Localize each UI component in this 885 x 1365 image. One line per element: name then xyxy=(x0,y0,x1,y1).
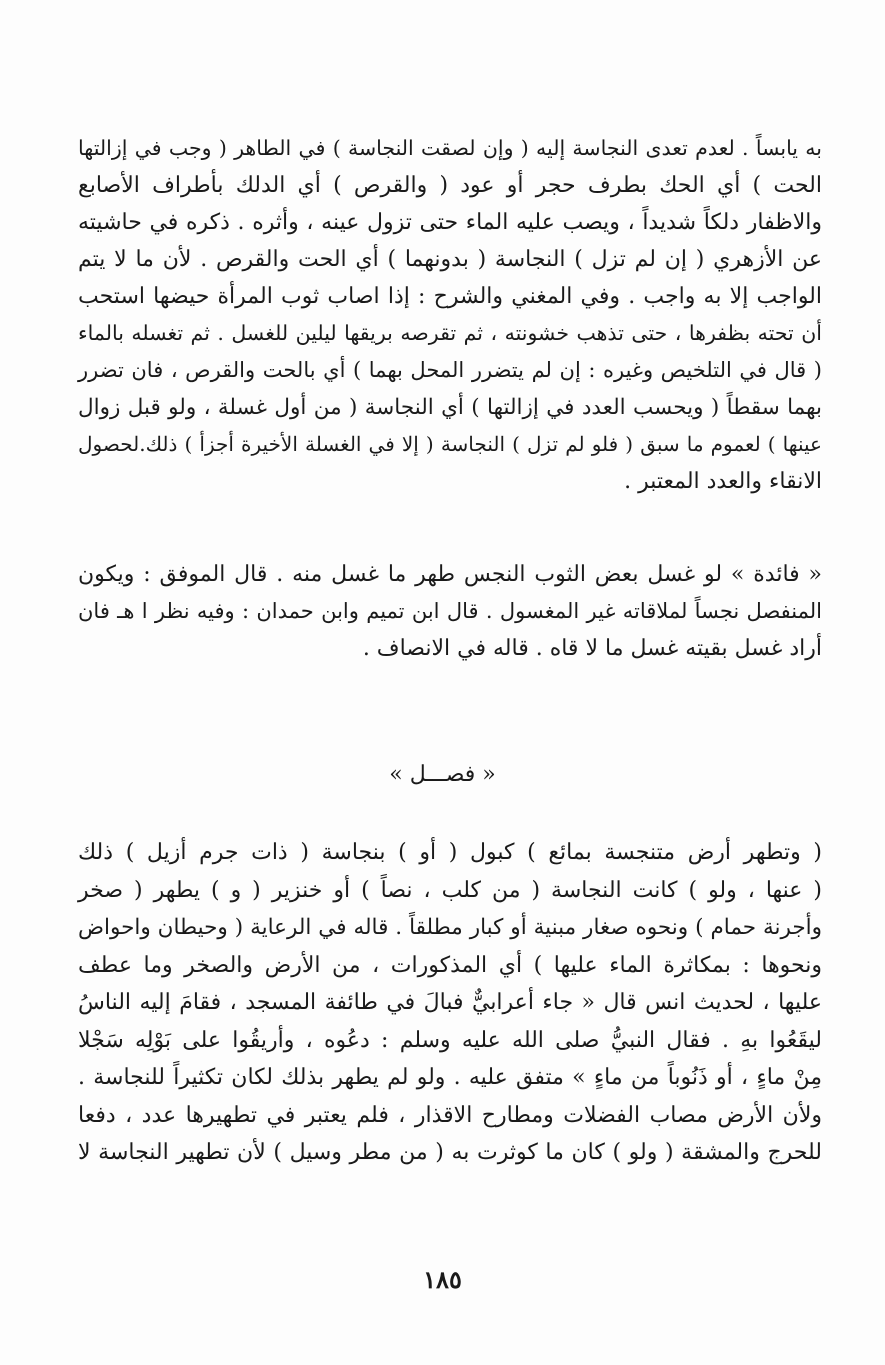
text-line: عن الأزهري ( إن لم تزل ) النجاسة ( بدونهما ) أي الحت والقرص . لأن ما لا يتم xyxy=(78,247,822,272)
text-line: أن تحته بظفرها ، حتى تذهب خشونته ، ثم تقرصه بريقها ليلين للغسل . ثم تغسله بالماء xyxy=(78,321,822,345)
text-line: عليها ، لحديث انس قال « جاء أعرابيٌّ فبالَ في طائفة المسجد ، فقامَ إليه الناسُ xyxy=(78,990,822,1015)
text-line: ونحوها : بمكاثرة الماء عليها ) أي المذكورات ، من الأرض والصخر وما عطف xyxy=(78,952,822,978)
text-line: ولأن الأرض مصاب الفضلات ومطارح الاقذار ، فلم يعتبر في تطهيرها عدد ، دفعا xyxy=(78,1102,822,1128)
text-line: والاظفار دلكاً شديداً ، ويصب عليه الماء حتى تزول عينه ، وأثره . ذكره في حاشيته xyxy=(78,210,822,235)
text-line: المنفصل نجساً لملاقاته غير المغسول . قال ابن تميم وابن حمدان : وفيه نظر ا هـ فان xyxy=(78,599,822,623)
paragraph-section-text xyxy=(78,834,822,1172)
text-line: بهما سقطاً ( ويحسب العدد في إزالتها ) أي النجاسة ( من أول غسلة ، ولو قبل زوال xyxy=(78,395,822,420)
text-line: للحرج والمشقة ( ولو ) كان ما كوثرت به ( من مطر وسيل ) لأن تطهير النجاسة لا xyxy=(78,1140,822,1165)
section-heading: « فصـــل » xyxy=(389,762,496,787)
text-line: ليقَعُوا بهِ . فقال النبيُّ صلى الله عليه وسلم : دعُوه ، وأريقُوا على بَوْلِه سَجْلا xyxy=(78,1027,822,1053)
text-line: به يابساً . لعدم تعدى النجاسة إليه ( وإن لصقت النجاسة ) في الطاهر ( وجب في إزالتها xyxy=(78,136,822,160)
text-line: أراد غسل بقيته غسل ما لا قاه . قاله في الانصاف . xyxy=(362,636,822,661)
text-line: « فائدة » لو غسل بعض الثوب النجس طهر ما غسل منه . قال الموفق : ويكون xyxy=(78,562,822,587)
text-line: ( وتطهر أرض متنجسة بمائع ) كبول ( أو ) بنجاسة ( ذات جرم أزيل ) ذلك xyxy=(78,840,822,865)
text-line: مِنْ ماءٍ ، أو ذَنُوباً من ماءٍ » متفق عليه . ولو لم يطهر بذلك لكان تكثيراً للنجاسة . xyxy=(78,1065,822,1090)
text-line: الانقاء والعدد المعتبر . xyxy=(624,469,822,494)
text-line: وأجرنة حمام ) ونحوه صغار مبنية أو كبار مطلقاً . قاله في الرعاية ( وحيطان واحواض xyxy=(78,915,822,940)
text-line: عينها ) لعموم ما سبق ( فلو لم تزل ) النجاسة ( إلا في الغسلة الأخيرة أجزأ ) ذلك.لحصول xyxy=(78,432,822,456)
text-line: ( عنها ، ولو ) كانت النجاسة ( من كلب ، نصاً ) أو خنزير ( و ) يطهر ( صخر xyxy=(78,877,822,903)
text-line: الحت ) أي الحك بطرف حجر أو عود ( والقرص ) أي الدلك بأطراف الأصابع xyxy=(78,173,822,198)
text-line: ( قال في التلخيص وغيره : إن لم يتضرر المحل بهما ) أي بالحت والقرص ، فان تضرر xyxy=(78,358,822,382)
text-line: الواجب إلا به واجب . وفي المغني والشرح : إذا اصاب ثوب المرأة حيضها استحب xyxy=(78,284,822,309)
paragraph-note xyxy=(78,556,822,667)
page-number: ١٨٥ xyxy=(423,1265,462,1294)
paragraph-main-text xyxy=(78,130,822,500)
